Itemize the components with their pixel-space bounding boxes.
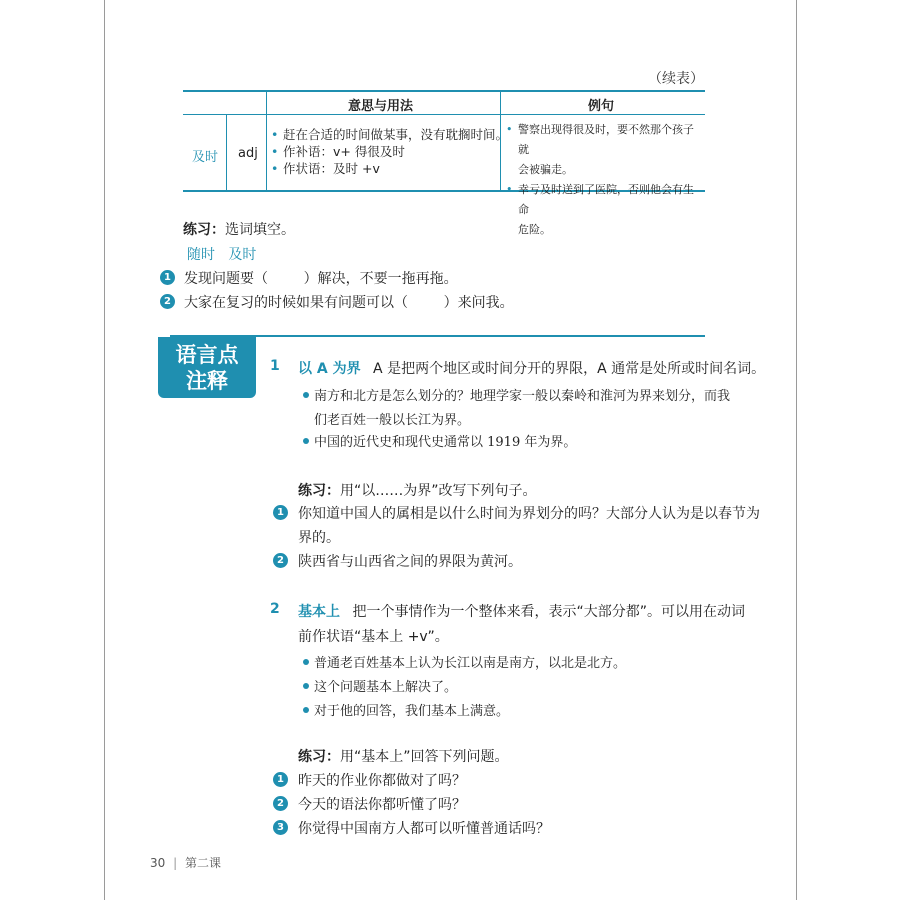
example-line: 们老百姓一般以长江为界。 bbox=[314, 413, 471, 428]
example-item bbox=[506, 120, 702, 180]
meaning-item: • 作补语：v+ 得很及时 bbox=[271, 143, 508, 160]
part-of-speech: adj bbox=[238, 146, 258, 161]
example-line: 会被骗走。 bbox=[518, 163, 573, 176]
lesson-label: 第二课 bbox=[184, 856, 221, 870]
header-example: 例句 bbox=[588, 99, 615, 114]
example-line: 这个问题基本上解决了。 bbox=[314, 680, 458, 695]
example-line: 幸亏及时送到了医院，否则他会有生命 bbox=[518, 183, 694, 216]
table-top-rule bbox=[183, 90, 705, 92]
continued-label: （续表） bbox=[648, 71, 704, 87]
example-line: 普通老百姓基本上认为长江以南是南方，以北是北方。 bbox=[314, 656, 627, 671]
practice-label: 练习： bbox=[298, 749, 340, 765]
practice-heading bbox=[298, 746, 509, 766]
page-number: 30 bbox=[150, 856, 166, 870]
point-title: 基本上 bbox=[298, 604, 340, 620]
bullet-icon bbox=[303, 438, 309, 444]
point-heading bbox=[298, 358, 765, 378]
practice-item: 今天的语法你都听懂了吗？ bbox=[298, 797, 466, 813]
item-number-badge: 1 bbox=[273, 505, 288, 520]
header-meaning: 意思与用法 bbox=[348, 99, 414, 114]
footer-separator: | bbox=[173, 856, 178, 870]
practice-item-line: 陕西省与山西省之间的界限为黄河。 bbox=[298, 554, 522, 570]
item-number-badge: 1 bbox=[273, 772, 288, 787]
meaning-item: • 作状语：及时 +v bbox=[271, 160, 508, 177]
practice-item-line: 界的。 bbox=[298, 530, 340, 546]
exercise-item: 大家在复习的时候如果有问题可以（ ）来问我。 bbox=[184, 295, 514, 311]
practice-instruction: 用“以……为界”改写下列句子。 bbox=[340, 483, 537, 499]
point-title: 以 A 为界 bbox=[298, 361, 361, 377]
point-number: 2 bbox=[270, 601, 280, 617]
meaning-list bbox=[271, 126, 508, 177]
item-number-badge: 3 bbox=[273, 820, 288, 835]
badge-line: 注释 bbox=[186, 369, 228, 393]
item-number-badge: 2 bbox=[273, 553, 288, 568]
example-line: 危险。 bbox=[518, 223, 551, 236]
bullet-icon bbox=[303, 659, 309, 665]
example-line: 南方和北方是怎么划分的？地理学家一般以秦岭和淮河为界来划分，而我 bbox=[314, 389, 731, 404]
item-number-badge: 2 bbox=[273, 796, 288, 811]
point-description: 前作状语“基本上 +v”。 bbox=[298, 629, 449, 645]
example-item bbox=[506, 180, 702, 240]
example-line: 警察出现得很及时，要不然那个孩子就 bbox=[518, 123, 694, 156]
exercise-item: 发现问题要（ ）解决，不要一拖再拖。 bbox=[184, 271, 458, 287]
exercise-label: 练习： bbox=[183, 222, 225, 238]
exercise-instruction: 选词填空。 bbox=[225, 222, 295, 238]
practice-item: 你觉得中国南方人都可以听懂普通话吗？ bbox=[298, 821, 550, 837]
point-heading bbox=[298, 601, 745, 621]
practice-item-line: 你知道中国人的属相是以什么时间为界划分的吗？大部分人认为是以春节为 bbox=[298, 506, 760, 522]
table-divider bbox=[266, 90, 267, 190]
practice-instruction: 用“基本上”回答下列问题。 bbox=[340, 749, 509, 765]
section-badge bbox=[158, 337, 256, 398]
example-line: 对于他的回答，我们基本上满意。 bbox=[314, 704, 510, 719]
table-header-rule bbox=[183, 114, 705, 115]
practice-item: 昨天的作业你都做对了吗？ bbox=[298, 773, 466, 789]
meaning-item: • 赶在合适的时间做某事，没有耽搁时间。 bbox=[271, 126, 508, 143]
vocab-word: 及时 bbox=[192, 150, 219, 165]
bullet-icon bbox=[303, 707, 309, 713]
item-number-badge: 1 bbox=[160, 270, 175, 285]
item-number-badge: 2 bbox=[160, 294, 175, 309]
example-list bbox=[506, 120, 702, 240]
point-description: A 是把两个地区或时间分开的界限，A 通常是处所或时间名词。 bbox=[373, 361, 766, 377]
exercise-heading bbox=[183, 219, 295, 239]
page-footer bbox=[150, 854, 221, 871]
practice-label: 练习： bbox=[298, 483, 340, 499]
practice-heading bbox=[298, 480, 537, 500]
badge-line: 语言点 bbox=[175, 343, 239, 367]
table-divider bbox=[226, 115, 227, 190]
bullet-icon bbox=[303, 683, 309, 689]
bullet-icon bbox=[303, 392, 309, 398]
example-line: 中国的近代史和现代史通常以 1919 年为界。 bbox=[314, 435, 577, 450]
point-description: 把一个事情作为一个整体来看，表示“大部分都”。可以用在动词 bbox=[352, 604, 745, 620]
word-options: 随时 及时 bbox=[187, 247, 257, 263]
point-number: 1 bbox=[270, 358, 280, 374]
